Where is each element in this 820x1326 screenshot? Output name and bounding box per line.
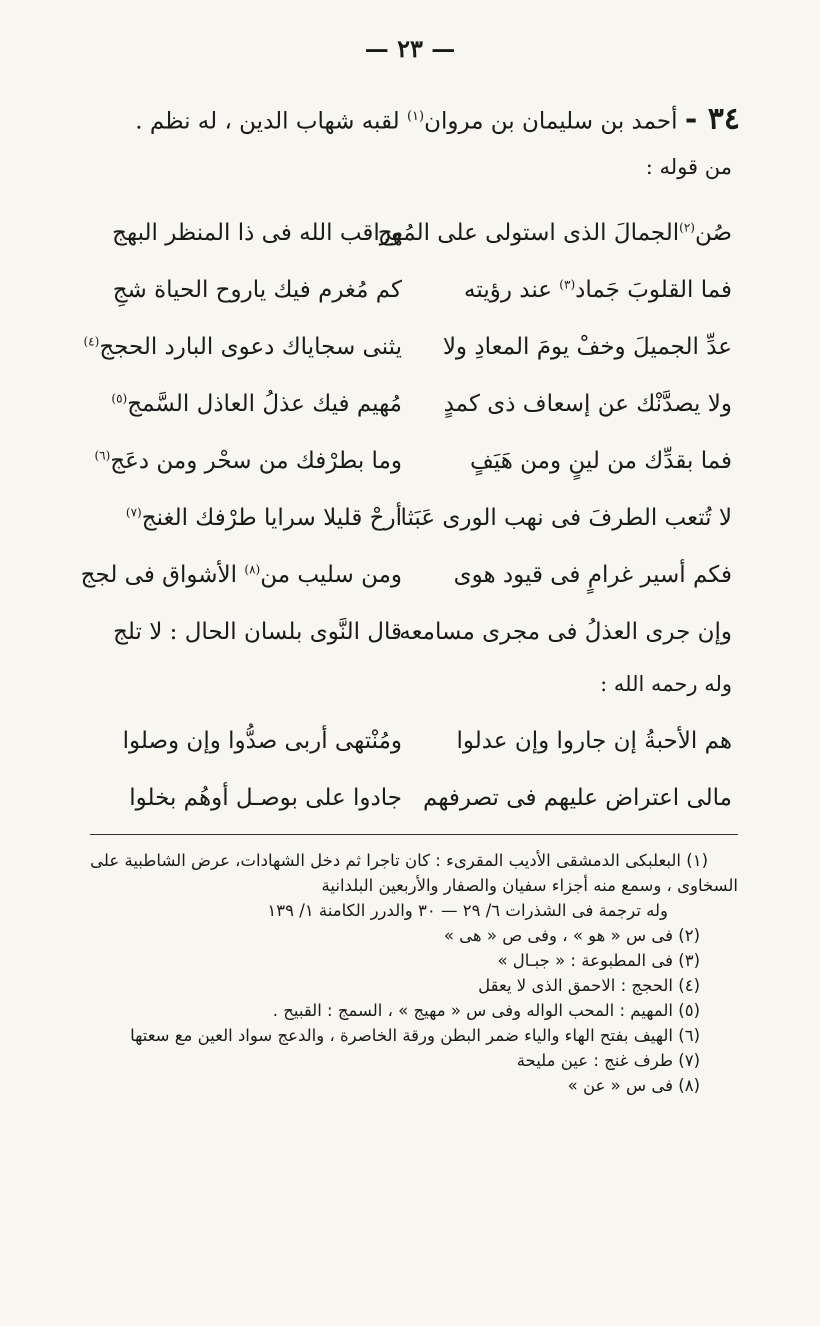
verse-second-hemistich: وراقب الله فى ذا المنظر البهج (112, 220, 402, 246)
verse-second-hemistich: ومُنْتهى أربى صدُّوا وإن وصلوا (122, 728, 402, 754)
footnote: (٣) فى المطبوعة : « جبـال » (497, 951, 700, 970)
verse-second-hemistich: قال النَّوى بلسان الحال : لا تلج (113, 619, 402, 645)
poem-intro-1: من قوله : (645, 155, 732, 179)
footnote: (٨) فى س « عن » (567, 1076, 700, 1095)
footnotes (78, 848, 738, 1098)
poem-1 (77, 220, 732, 676)
verse-second-hemistich: جادوا على بوصـل أوهُم بخلوا (129, 785, 402, 811)
footnote: (٧) طرف غنج : عين مليحة (516, 1051, 700, 1070)
entry-heading (70, 100, 740, 139)
verse (77, 505, 732, 562)
verse-first-hemistich: هم الأحبةُ إن جاروا وإن عدلوا (456, 728, 732, 754)
footnote: (١) البعلبكى الدمشقى الأديب المقرىء : كان تاجرا ثم دخل الشهادات، عرض الشاطبية على السخاوى ، وسمع منه أجزاء سفيان والصفار والأربعين البلدانية (90, 851, 738, 895)
entry-name: أحمد بن سليمان بن مروان (424, 108, 678, 135)
verse (77, 619, 732, 676)
verse-second-hemistich: وما بطرْفك من سحْر ومن دعَج$^{(٦)}$ (94, 448, 402, 474)
poem-2 (77, 728, 732, 842)
verse (77, 391, 732, 448)
verse-first-hemistich: فما بقدِّك من لينٍ ومن هَيَفٍ (469, 448, 732, 474)
footnote: (٤) الحجج : الاحمق الذى لا يعقل (478, 976, 700, 995)
poem-intro-2: وله رحمه الله : (600, 672, 732, 696)
verse-first-hemistich: عدِّ الجميلَ وخفْ يومَ المعادِ ولا (442, 334, 732, 360)
verse (77, 448, 732, 505)
verse (77, 334, 732, 391)
verse-first-hemistich: لا تُتعب الطرفَ فى نهب الورى عَبَثا (400, 505, 732, 531)
footnote: (٦) الهيف بفتح الهاء والياء ضمر البطن ورقة الخاصرة ، والدعج سواد العين مع سعتها (130, 1026, 700, 1045)
verse-first-hemistich: صُن$^{(٢)}$الجمالَ الذى استولى على المُهج (377, 220, 732, 246)
verse-first-hemistich: مالى اعتراض عليهم فى تصرفهم (423, 785, 732, 811)
verse (77, 728, 732, 785)
verse-first-hemistich: ولا يصدَّنْك عن إسعاف ذى كمدٍ (443, 391, 732, 417)
footnote: (٥) المهيم : المحب الواله وفى س « مهيج » ، السمج : القبيح . (272, 1001, 700, 1020)
verse-first-hemistich: فكم أسير غرامٍ فى قيود هوى (453, 562, 732, 588)
footnote: (٢) فى س « هو » ، وفى ص « هى » (443, 926, 700, 945)
verse-second-hemistich: ومن سليب من$^{(٨)}$ الأشواق فى لجج (80, 562, 402, 588)
verse-second-hemistich: يثنى سجاياك دعوى البارد الحجج$^{(٤)}$ (83, 334, 402, 360)
verse-second-hemistich: مُهيم فيك عذلُ العاذل السَّمج$^{(٥)}$ (111, 391, 402, 417)
verse (77, 220, 732, 277)
verse (77, 277, 732, 334)
verse-second-hemistich: أرحْ قليلا سرايا طرْفك الغنج$^{(٧)}$ (125, 505, 402, 531)
verse (77, 562, 732, 619)
entry-description: لقبه شهاب الدين ، له نظم . (135, 108, 400, 135)
page-number: — ٢٣ — (364, 34, 456, 63)
verse-second-hemistich: كم مُغرم فيك ياروح الحياة شجِ (112, 277, 402, 303)
entry-number: ٣٤ - (684, 101, 740, 137)
verse-first-hemistich: فما القلوبَ جَماد$^{(٣)}$ عند رؤيته (464, 277, 732, 303)
footnote-ref: (١) (406, 109, 425, 124)
verse-first-hemistich: وإن جرى العذلُ فى مجرى مسامعه (399, 619, 732, 645)
footnote: وله ترجمة فى الشذرات ٦/ ٢٩ — ٣٠ والدرر الكامنة ١/ ١٣٩ (267, 901, 668, 920)
footnote-divider (90, 834, 738, 835)
